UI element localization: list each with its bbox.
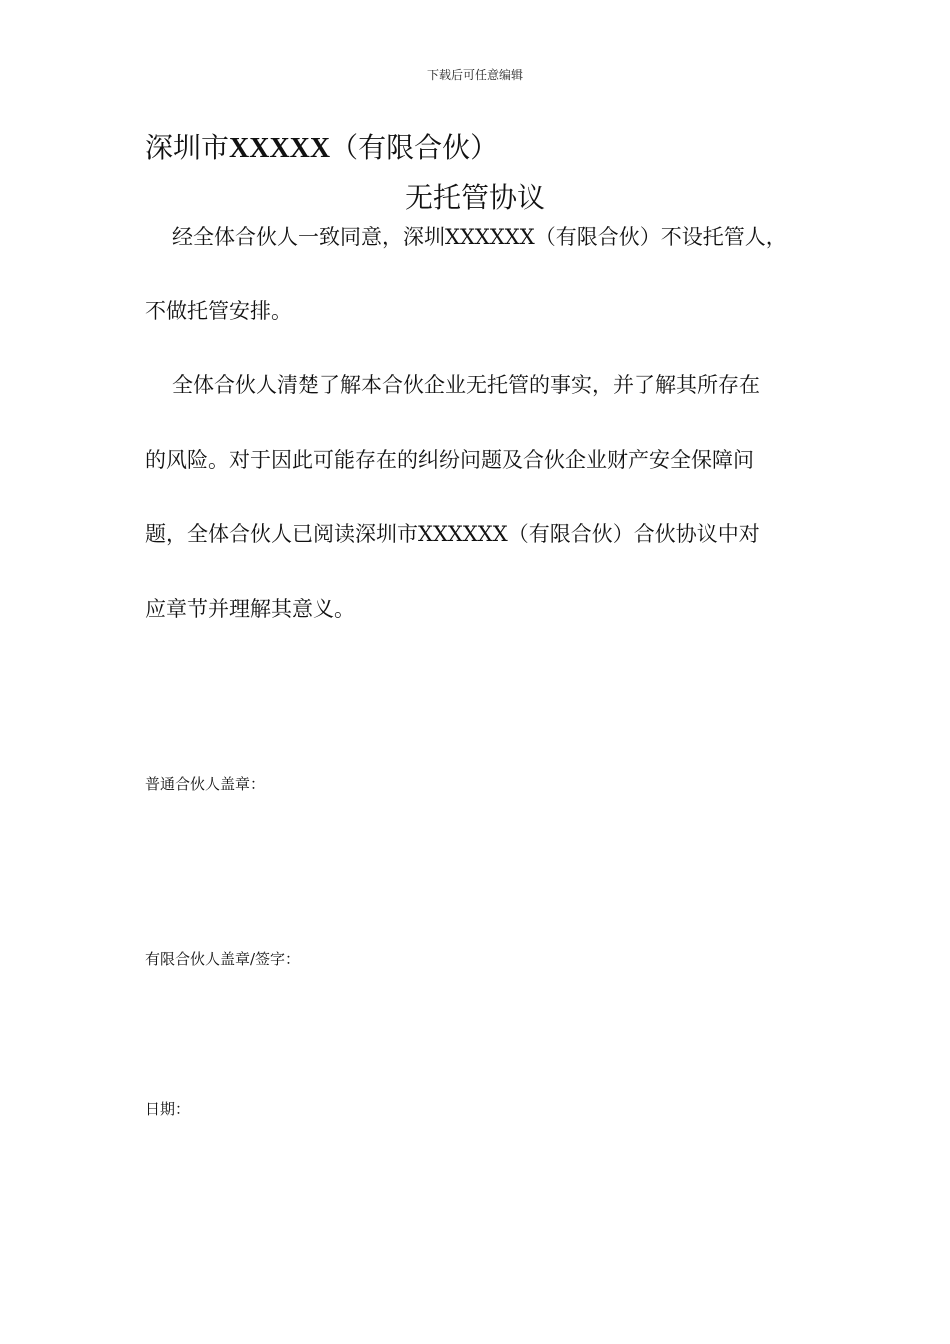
- body-line-6: 应章节并理解其意义。: [145, 597, 355, 621]
- date-label: 日期：: [145, 1100, 191, 1118]
- limited-partner-seal-label: 有限合伙人盖章/签字：: [145, 950, 301, 968]
- company-title-code: XXXXX: [229, 133, 331, 164]
- company-title: [145, 130, 498, 167]
- header-note: 下载后可任意编辑: [426, 68, 523, 82]
- body-line-3: 全体合伙人清楚了解本合伙企业无托管的事实，并了解其所存在: [172, 373, 760, 397]
- body-line-5: 题，全体合伙人已阅读深圳市XXXXXX（有限合伙）合伙协议中对: [145, 522, 760, 546]
- body-line-4: 的风险。对于因此可能存在的纠纷问题及合伙企业财产安全保障问: [145, 448, 754, 472]
- body-line-1: 经全体合伙人一致同意，深圳XXXXXX（有限合伙）不设托管人，: [172, 225, 787, 249]
- document-title: 无托管协议: [404, 181, 545, 214]
- company-title-suffix: （有限合伙）: [330, 131, 499, 164]
- general-partner-seal-label: 普通合伙人盖章：: [145, 775, 266, 793]
- body-line-2: 不做托管安排。: [145, 299, 292, 323]
- company-title-prefix: 深圳市: [145, 131, 230, 164]
